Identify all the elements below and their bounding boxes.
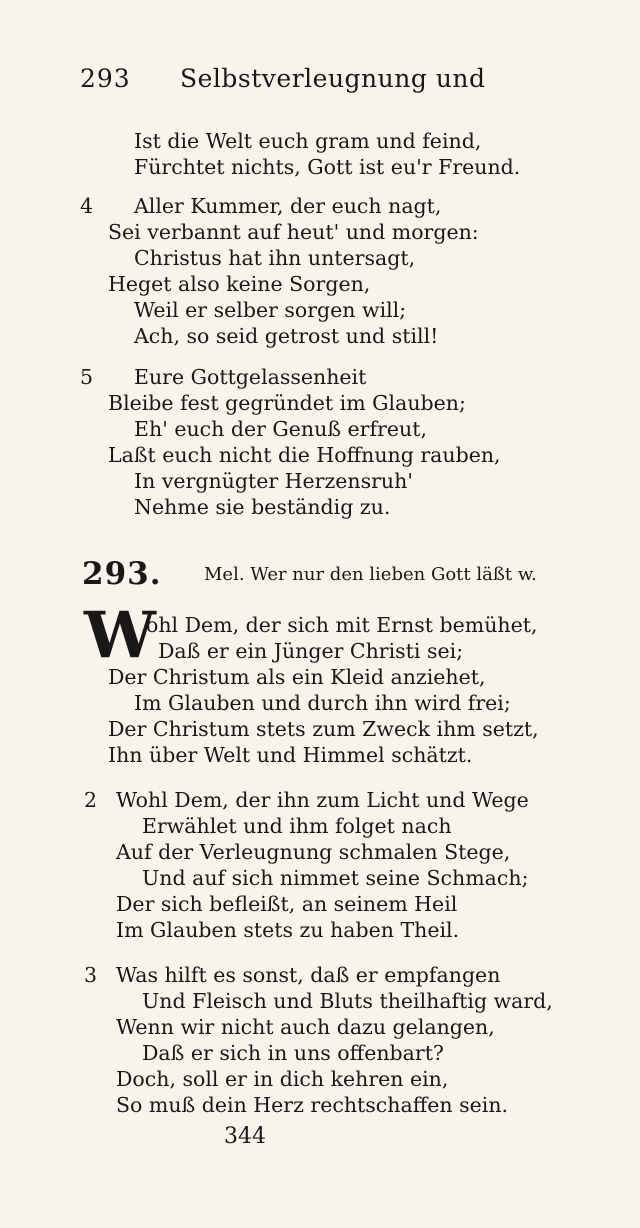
verse-line: Weil er selber sorgen will; — [134, 298, 407, 322]
verse-line: Ach, so seid getrost und still! — [134, 324, 439, 348]
page-number-top: 293 — [80, 64, 131, 93]
verse-line: Der Christum stets zum Zweck ihm setzt, — [108, 717, 539, 741]
verse-line: Wohl Dem, der ihn zum Licht und Wege — [116, 788, 529, 812]
verse-line: Aller Kummer, der euch nagt, — [134, 194, 442, 218]
verse-line: Und auf sich nimmet seine Schmach; — [142, 866, 529, 890]
hymn-number: 293. — [82, 556, 162, 592]
verse-line: Was hilft es sonst, daß er empfangen — [116, 963, 501, 987]
verse-number: 3 — [84, 963, 98, 987]
verse-line: ohl Dem, der sich mit Ernst bemühet, — [146, 613, 538, 637]
verse-line: Der sich befleißt, an seinem Heil — [116, 892, 458, 916]
verse-line: In vergnügter Herzensruh' — [134, 469, 413, 493]
verse-line: Daß er ein Jünger Christi sei; — [158, 639, 464, 663]
verse-line: Christus hat ihn untersagt, — [134, 246, 416, 270]
verse-number: 4 — [80, 194, 94, 218]
verse-line: Nehme sie beständig zu. — [134, 495, 391, 519]
verse-line: Erwählet und ihm folget nach — [142, 814, 452, 838]
verse-line: Auf der Verleugnung schmalen Stege, — [116, 840, 511, 864]
verse-line: Und Fleisch und Bluts theilhaftig ward, — [142, 989, 553, 1013]
verse-number: 5 — [80, 365, 94, 389]
verse-line: Daß er sich in uns offenbart? — [142, 1041, 444, 1065]
verse-line: Bleibe fest gegründet im Glauben; — [108, 391, 466, 415]
text-line: Ist die Welt euch gram und feind, — [134, 129, 482, 153]
page-number-bottom: 344 — [224, 1124, 266, 1149]
verse-line: Eure Gottgelassenheit — [134, 365, 367, 389]
verse-line: Laßt euch nicht die Hoffnung rauben, — [108, 443, 501, 467]
verse-line: Wenn wir nicht auch dazu gelangen, — [116, 1015, 495, 1039]
text-line: Fürchtet nichts, Gott ist eu'r Freund. — [134, 155, 521, 179]
verse-line: Ihn über Welt und Himmel schätzt. — [108, 743, 473, 767]
verse-line: Im Glauben und durch ihn wird frei; — [134, 691, 511, 715]
verse-line: So muß dein Herz rechtschaffen sein. — [116, 1093, 509, 1117]
running-title: Selbstverleugnung und — [180, 64, 486, 93]
verse-number: 2 — [84, 788, 98, 812]
verse-line: Eh' euch der Genuß erfreut, — [134, 417, 427, 441]
verse-line: Sei verbannt auf heut' und morgen: — [108, 220, 479, 244]
verse-line: Doch, soll er in dich kehren ein, — [116, 1067, 449, 1091]
page-header — [80, 60, 600, 100]
verse-line: Im Glauben stets zu haben Theil. — [116, 918, 460, 942]
melody-reference: Mel. Wer nur den lieben Gott läßt w. — [204, 564, 537, 585]
drop-cap: W — [84, 598, 156, 673]
hymn-heading — [82, 556, 602, 596]
verse-line: Heget also keine Sorgen, — [108, 272, 371, 296]
verse-line: Der Christum als ein Kleid anziehet, — [108, 665, 486, 689]
